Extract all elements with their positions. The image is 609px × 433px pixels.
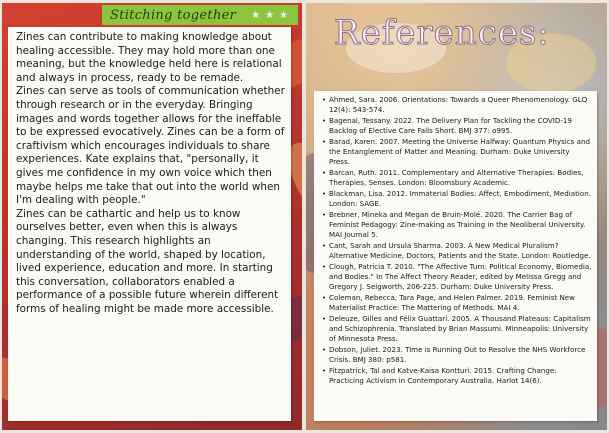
reference-item: • Brebner, Mineka and Megan de Bruin-Molé. 2020. The Carrier Bag of Feminist Pedagogy: Zine-making as Training in the Neoliberal University. MAI Journal 5. xyxy=(322,210,592,241)
references-paper xyxy=(314,91,597,421)
left-page xyxy=(2,3,302,430)
paragraph: Zines can serve as tools of communication whether through research or in the everyday. Bringing images and words together allows for the ineffable to be expressed evocatively. Zines can be a form of craftivism which encourages individuals to share experiences. Kate explains that, "personally, it gives me confidence in my own voice which then maybe helps me take that out into the world when I'm dealing with people." xyxy=(16,85,285,207)
reference-item: • Dobson, Juliet. 2023. Time is Running Out to Resolve the NHS Workforce Crisis. BMJ 380: p581. xyxy=(322,345,592,365)
reference-item: • Deleuze, Gilles and Félix Guattari. 2005. A Thousand Plateaus: Capitalism and Schizophrenia. Translated by Brian Massumi. Minneapolis: University of Minnesota Press. xyxy=(322,314,592,345)
section-tab xyxy=(102,5,298,25)
reference-item: • Ahmed, Sara. 2006. Orientations: Towards a Queer Phenomenology. GLQ 12(4): 543-574. xyxy=(322,95,592,115)
body-text xyxy=(16,31,286,316)
star-icon: ★ xyxy=(251,9,261,21)
star-icon: ★ xyxy=(265,9,275,21)
reference-item: • Bagenal, Tessany. 2022. The Delivery Plan for Tackling the COVID-19 Backlog of Elective Care Falls Short. BMJ 377: o995. xyxy=(322,116,592,136)
references-list xyxy=(322,95,592,387)
reference-item: • Barad, Karen. 2007. Meeting the Universe Halfway: Quantum Physics and the Entanglement of Matter and Meaning. Durham: Duke University Press. xyxy=(322,137,592,168)
reference-item: • Cant, Sarah and Ursula Sharma. 2003. A New Medical Pluralism? Alternative Medicine, Doctors, Patients and the State. London: Routledge. xyxy=(322,241,592,261)
paragraph: Zines can be cathartic and help us to know ourselves better, even when this is always changing. This research highlights an understanding of the world, shaped by location, lived experience, education and more. In starting this conversation, collaborators enabled a performance of a possible future wherein different forms of healing might be made more accessible. xyxy=(16,207,279,315)
star-icons xyxy=(251,10,288,21)
references-title: References: xyxy=(334,13,550,53)
right-page xyxy=(306,3,607,430)
reference-item: • Coleman, Rebecca, Tara Page, and Helen Palmer. 2019. Feminist New Materialist Practice: The Mattering of Methods. MAI 4. xyxy=(322,293,592,313)
reference-item: • Barcan, Ruth. 2011. Complementary and Alternative Therapies: Bodies, Therapies, Senses. London: Bloomsbury Academic. xyxy=(322,168,592,188)
left-paper xyxy=(8,27,291,421)
reference-item: • Clough, Patricia T. 2010. "The Affective Turn: Political Economy, Biomedia, and Bodies." In The Affect Theory Reader, edited by Melissa Gregg and Gregory J. Seigworth, 206-225. Durham: Duke University Press. xyxy=(322,262,592,293)
reference-item: • Fitzpatrick, Tal and Katve-Kaisa Kontturi. 2015. Crafting Change: Practicing Activism in Contemporary Australia. Harlot 14(6). xyxy=(322,366,592,386)
star-icon: ★ xyxy=(279,9,288,21)
section-title: Stitching together xyxy=(110,7,237,23)
paragraph: Zines can contribute to making knowledge about healing accessible. They may hold more than one meaning, but the knowledge held here is relational and always in process, ready to be remade. xyxy=(16,31,282,84)
reference-item: • Blackman, Lisa. 2012. Immaterial Bodies: Affect, Embodiment, Mediation. London: SAGE. xyxy=(322,189,592,209)
